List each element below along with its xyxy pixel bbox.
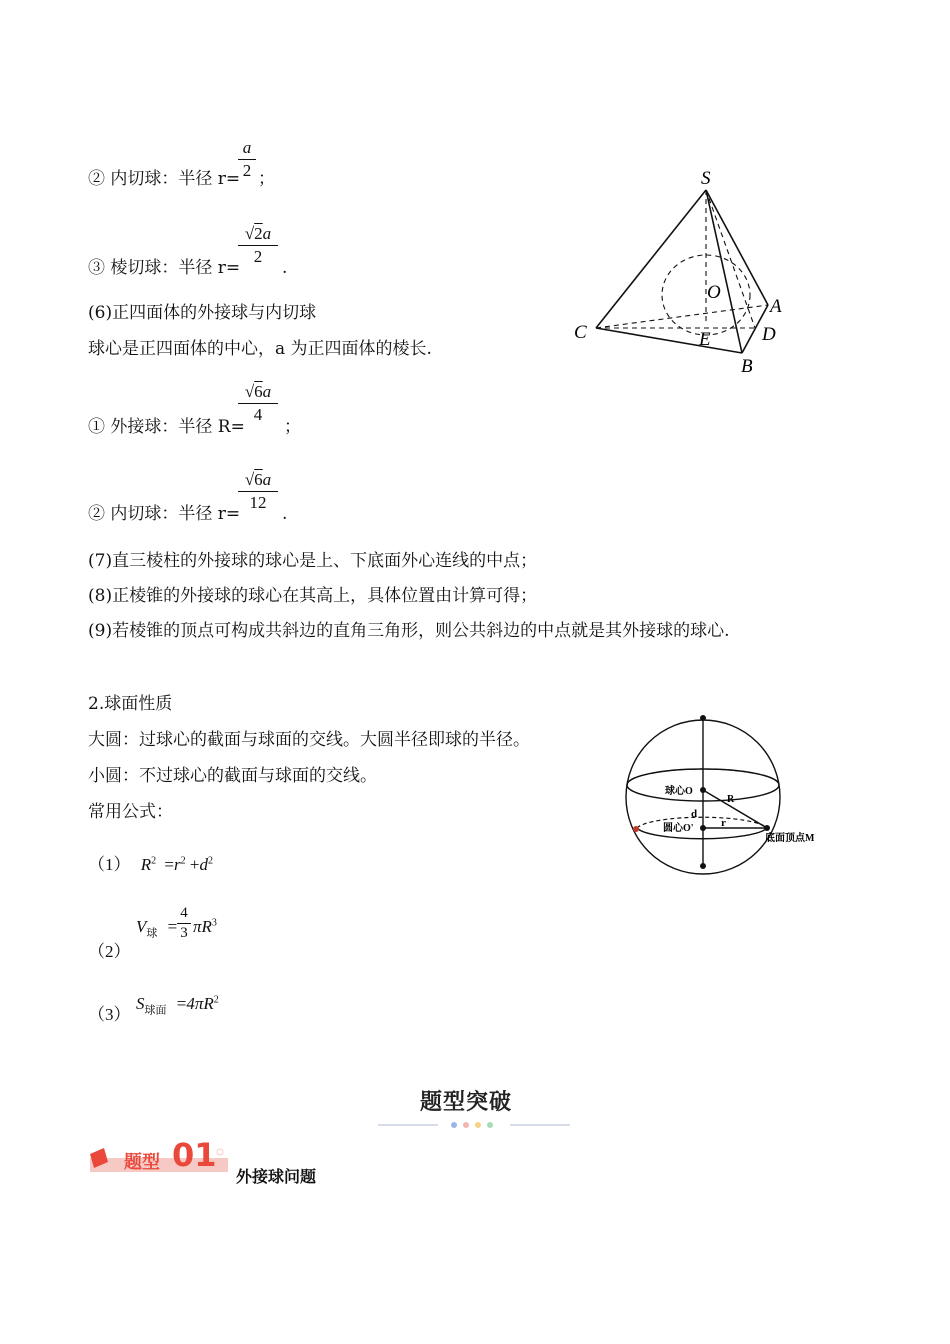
- label-S: S: [701, 168, 711, 189]
- period: .: [282, 258, 288, 278]
- label-D: D: [762, 324, 776, 345]
- formula-3: [136, 994, 219, 1017]
- fraction-denominator: 3: [180, 925, 188, 941]
- fraction-a-over-2: [238, 138, 256, 181]
- fraction-4-over-3: [177, 905, 191, 942]
- edge-sphere-prefix: ③ 棱切球：半径 r=: [88, 258, 241, 278]
- small-circle-def: 小圆：不过球心的截面与球面的交线。: [88, 766, 377, 786]
- semicolon: ；: [284, 417, 301, 437]
- tetrahedron-diagram: [560, 160, 820, 380]
- circumsphere-prefix: ① 外接球：半径 R=: [88, 417, 245, 437]
- variable: a: [262, 470, 272, 489]
- label-circle-center: 圆心O': [663, 823, 694, 834]
- fraction-sqrt6a-over-12: √6a 12: [238, 470, 278, 513]
- fraction-denominator: 4: [253, 405, 263, 424]
- section6-title: (6)正四面体的外接球与内切球: [88, 303, 317, 323]
- formulas-label: 常用公式：: [88, 802, 173, 822]
- formula-subscript: 球面: [144, 1004, 167, 1017]
- edge-sphere-line: [88, 257, 240, 279]
- formula-exponent: 2: [213, 994, 219, 1006]
- label-O: O: [707, 282, 721, 303]
- formula-exponent: 2: [180, 855, 186, 867]
- formula-subscript: 球: [146, 927, 158, 940]
- label-C: C: [574, 322, 587, 343]
- formula-3-label: （3）: [88, 1005, 131, 1024]
- insphere-prefix: ② 内切球：半径 r=: [88, 169, 241, 189]
- label-d: d: [691, 808, 698, 820]
- label-base-vertex: 底面顶点M: [765, 833, 815, 844]
- formula-term: V: [136, 917, 147, 936]
- formula-equals: =: [167, 917, 178, 936]
- sphere-diagram: [615, 710, 845, 890]
- section6-desc: 球心是正四面体的中心，a 为正四面体的棱长.: [88, 339, 432, 359]
- formula-term: 4πR: [186, 994, 214, 1013]
- formula-label: （1）: [88, 855, 131, 874]
- fraction-denominator: 2: [242, 161, 252, 180]
- formula-2-rest: [193, 917, 217, 937]
- formula-exponent: 2: [207, 855, 213, 867]
- insphere-tetra-line: [88, 503, 240, 525]
- formula-term: r: [173, 855, 181, 874]
- label-sphere-center: 球心O: [665, 786, 693, 797]
- formula-term: R: [140, 855, 152, 874]
- fraction-denominator: 2: [253, 247, 263, 266]
- label-R: R: [727, 794, 735, 805]
- tag-number: 01: [172, 1136, 217, 1174]
- variable: a: [262, 224, 272, 243]
- root-value: 2: [254, 224, 263, 243]
- formula-exponent: 2: [151, 855, 157, 867]
- formula-equals: =: [176, 994, 187, 1013]
- banner-divider: [378, 1118, 570, 1132]
- semicolon: ；: [258, 169, 275, 189]
- circumsphere-line: [88, 416, 245, 438]
- root-value: 6: [254, 382, 263, 401]
- label-r: r: [721, 817, 726, 829]
- tag-text: 题型: [124, 1152, 160, 1173]
- insphere-tetra-prefix: ② 内切球：半径 r=: [88, 504, 241, 524]
- section2-title: 2.球面性质: [88, 694, 173, 714]
- fraction-sqrt2a-over-2: √2a 2: [238, 224, 278, 267]
- formula-term: πR: [193, 917, 212, 936]
- formula-1: [88, 850, 213, 875]
- period: .: [282, 504, 288, 524]
- label-B: B: [741, 356, 753, 377]
- tag-label: 外接球问题: [236, 1167, 317, 1186]
- note-7: (7)直三棱柱的外接球的球心是上、下底面外心连线的中点；: [88, 551, 538, 571]
- formula-plus: +: [189, 855, 200, 874]
- fraction-denominator: 12: [249, 493, 267, 512]
- formula-equals: =: [164, 855, 174, 874]
- label-A: A: [770, 296, 782, 317]
- insphere-radius-line: [88, 168, 240, 190]
- formula-term: d: [199, 855, 208, 874]
- root-value: 6: [254, 470, 263, 489]
- formula-2-label: （2）: [88, 942, 131, 961]
- fraction-numerator: a: [242, 138, 252, 157]
- formula-exponent: 3: [211, 917, 217, 929]
- note-9: (9)若棱锥的顶点可构成共斜边的直角三角形，则公共斜边的中点就是其外接球的球心.: [88, 621, 730, 641]
- formula-2: [136, 917, 177, 940]
- fraction-sqrt6a-over-4: √6a 4: [238, 382, 278, 425]
- section-banner-title: 题型突破: [420, 1090, 513, 1115]
- great-circle-def: 大圆：过球心的截面与球面的交线。大圆半径即球的半径。: [88, 730, 530, 750]
- formula-term: S: [136, 994, 145, 1013]
- fraction-numerator: 4: [180, 905, 188, 921]
- variable: a: [262, 382, 272, 401]
- note-8: (8)正棱锥的外接球的球心在其高上，具体位置由计算可得；: [88, 586, 538, 606]
- label-E: E: [699, 329, 711, 350]
